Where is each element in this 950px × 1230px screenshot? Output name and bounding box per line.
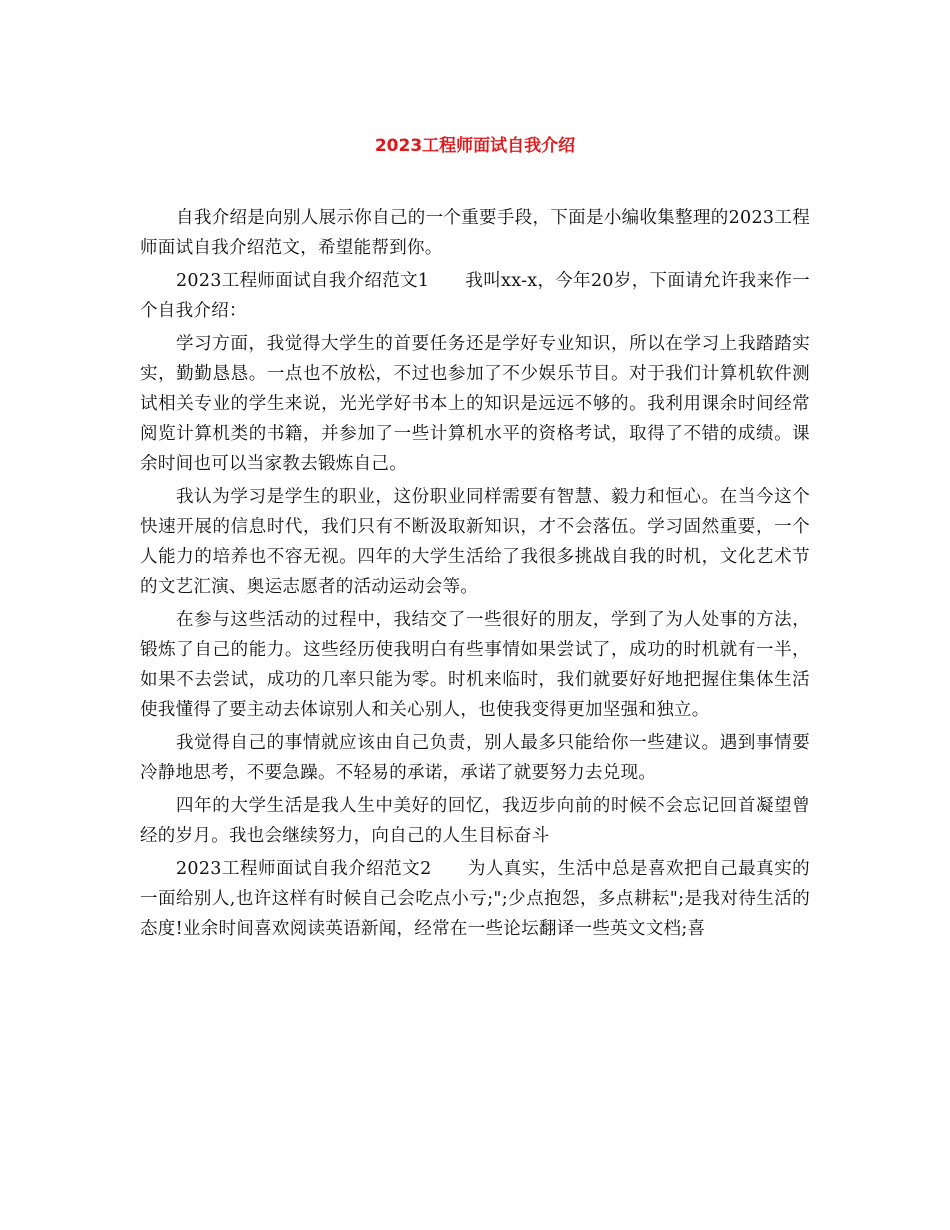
sample-1-paragraph: [140, 266, 810, 326]
study-paragraph: 学习方面，我觉得大学生的首要任务还是学好专业知识，所以在学习上我踏踏实实，勤勤恳恳。一点也不放松，不过也参加了不少娱乐节目。对于我们计算机软件测试相关专业的学生来说，光光学好书本上的知识是远远不够的。我利用课余时间经常阅览计算机类的书籍，并参加了一些计算机水平的资格考试，取得了不错的成绩。课余时间也可以当家教去锻炼自己。: [140, 334, 810, 474]
document-body: [140, 203, 810, 947]
intro-paragraph: 自我介绍是向别人展示你自己的一个重要手段，下面是小编收集整理的2023工程师面试自我介绍范文，希望能帮到你。: [140, 208, 810, 258]
sample-2-text: 为人真实，生活中总是喜欢把自己最真实的一面给别人,也许这样有时候自己会吃点小亏;";少点抱怨，多点耕耘";是我对待生活的态度!业余时间喜欢阅读英语新闻，经常在一些论坛翻译一些英文文档;喜: [140, 859, 810, 939]
activities-paragraph: 在参与这些活动的过程中，我结交了一些很好的朋友，学到了为人处事的方法，锻炼了自己的能力。这些经历使我明白有些事情如果尝试了，成功的时机就有一半，如果不去尝试，成功的几率只能为零。时机来临时，我们就要好好地把握住集体生活使我懂得了要主动去体谅别人和关心别人，也使我变得更加坚强和独立。: [140, 610, 810, 720]
memories-paragraph: 四年的大学生活是我人生中美好的回忆，我迈步向前的时候不会忘记回首凝望曾经的岁月。我也会继续努力，向自己的人生目标奋斗: [140, 796, 810, 846]
sample-1-text: 我叫xx-x，今年20岁，下面请允许我来作一个自我介绍：: [140, 271, 810, 321]
learning-paragraph: 我认为学习是学生的职业，这份职业同样需要有智慧、毅力和恒心。在当今这个快速开展的信息时代，我们只有不断汲取新知识，才不会落伍。学习固然重要，一个人能力的培养也不容无视。四年的大学生活给了我很多挑战自我的时机，文化艺术节的文艺汇演、奥运志愿者的活动运动会等。: [140, 487, 810, 597]
sample-2-heading: 2023工程师面试自我介绍范文2: [176, 859, 432, 879]
responsibility-paragraph: 我觉得自己的事情就应该由自己负责，别人最多只能给你一些建议。遇到事情要冷静地思考，不要急躁。不轻易的承诺，承诺了就要努力去兑现。: [140, 733, 810, 783]
sample-2-paragraph: [140, 854, 810, 944]
sample-1-heading: 2023工程师面试自我介绍范文1: [176, 271, 430, 291]
document-title: 2023工程师面试自我介绍: [374, 136, 576, 156]
